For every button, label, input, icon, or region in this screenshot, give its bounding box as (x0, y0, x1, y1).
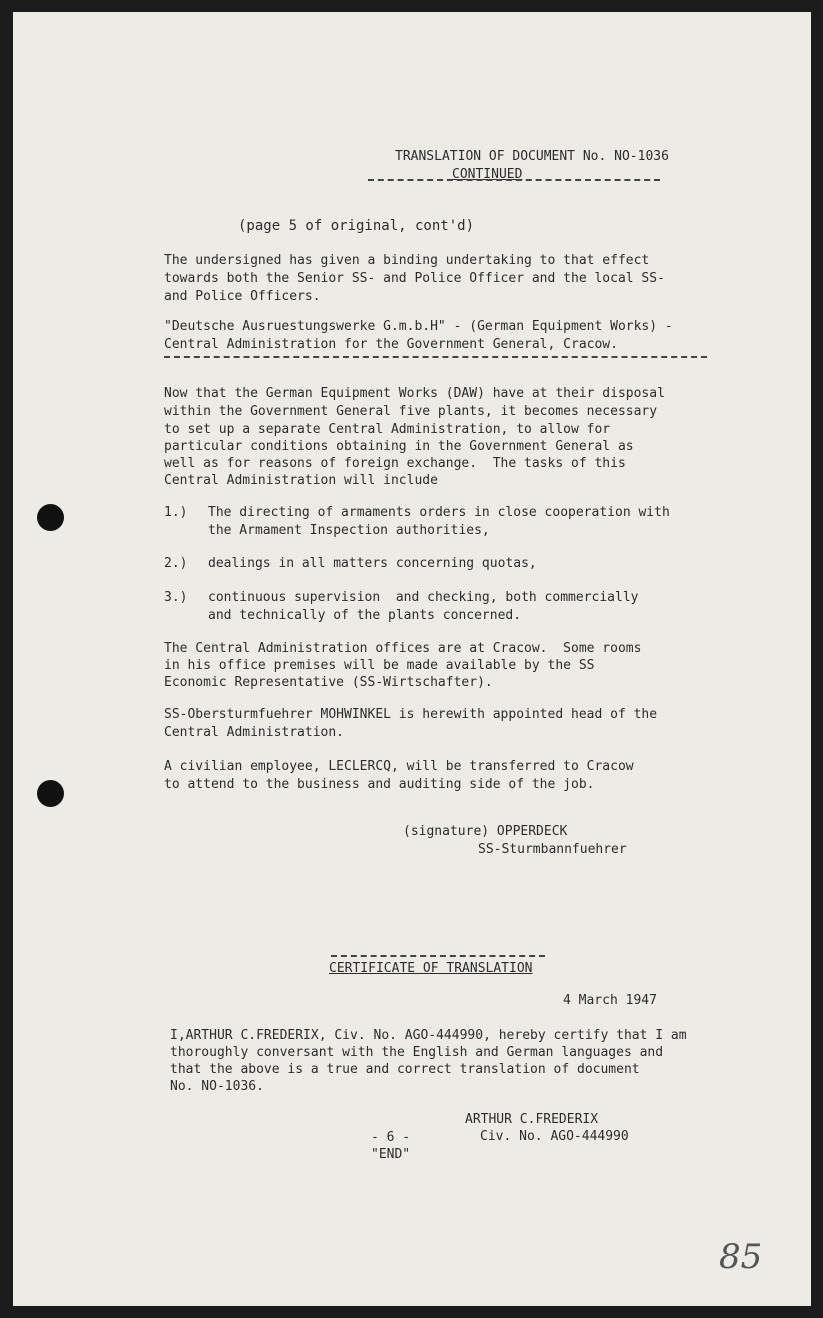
certifier-name: ARTHUR C.FREDERIX (465, 1112, 599, 1127)
certificate-line: No. NO-1036. (170, 1079, 264, 1094)
heading-rule (164, 356, 707, 358)
signer-title: SS-Sturmbannfuehrer (478, 842, 627, 857)
list-number: 1.) (164, 505, 188, 520)
list-item-line: The directing of armaments orders in close cooperation with (208, 505, 670, 520)
list-item-line: the Armament Inspection authorities, (208, 523, 490, 538)
body-line: Central Administration will include (164, 473, 438, 488)
list-item-line: continuous supervision and checking, both commercially (208, 590, 639, 605)
body-line: Economic Representative (SS-Wirtschafter). (164, 675, 493, 690)
list-number: 2.) (164, 556, 188, 571)
header-rule (368, 179, 660, 181)
punch-hole (37, 504, 64, 531)
certifier-civ-number: Civ. No. AGO-444990 (480, 1129, 629, 1144)
certificate-line: I,ARTHUR C.FREDERIX, Civ. No. AGO-444990, hereby certify that I am (170, 1028, 687, 1043)
section-heading-line: Central Administration for the Government General, Cracow. (164, 337, 618, 352)
certificate-title: CERTIFICATE OF TRANSLATION (329, 961, 533, 976)
body-line: particular conditions obtaining in the Government General as (164, 439, 634, 454)
list-item-line: and technically of the plants concerned. (208, 608, 522, 623)
intro-line: The undersigned has given a binding undertaking to that effect (164, 253, 650, 268)
body-line: SS-Obersturmfuehrer MOHWINKEL is herewith appointed head of the (164, 707, 658, 722)
body-line: Central Administration. (164, 725, 345, 740)
body-line: Now that the German Equipment Works (DAW) have at their disposal (164, 386, 665, 401)
signature-line: (signature) OPPERDECK (403, 824, 568, 839)
body-line: in his office premises will be made available by the SS (164, 658, 595, 673)
page-number: - 6 - (371, 1130, 411, 1145)
body-line: to attend to the business and auditing side of the job. (164, 777, 595, 792)
list-item-line: dealings in all matters concerning quotas, (208, 556, 537, 571)
document-page (13, 12, 811, 1306)
certificate-rule (331, 955, 545, 957)
pencil-folio-mark: 85 (719, 1237, 763, 1277)
certificate-line: that the above is a true and correct translation of document (170, 1062, 640, 1077)
end-marker: "END" (371, 1147, 411, 1162)
body-line: to set up a separate Central Administration, to allow for (164, 422, 611, 437)
punch-hole (37, 780, 64, 807)
list-number: 3.) (164, 590, 188, 605)
body-line: The Central Administration offices are at Cracow. Some rooms (164, 641, 642, 656)
document-subtitle: CONTINUED (452, 167, 523, 182)
section-heading-line: "Deutsche Ausruestungswerke G.m.b.H" - (German Equipment Works) - (164, 319, 673, 334)
intro-line: and Police Officers. (164, 289, 321, 304)
document-title: TRANSLATION OF DOCUMENT No. NO-1036 (395, 149, 669, 164)
certificate-date: 4 March 1947 (563, 993, 657, 1008)
body-line: A civilian employee, LECLERCQ, will be transferred to Cracow (164, 759, 634, 774)
page-note: (page 5 of original, cont'd) (238, 218, 475, 234)
certificate-line: thoroughly conversant with the English and German languages and (170, 1045, 664, 1060)
body-line: well as for reasons of foreign exchange. The tasks of this (164, 456, 626, 471)
body-line: within the Government General five plants, it becomes necessary (164, 404, 658, 419)
intro-line: towards both the Senior SS- and Police Officer and the local SS- (164, 271, 665, 286)
